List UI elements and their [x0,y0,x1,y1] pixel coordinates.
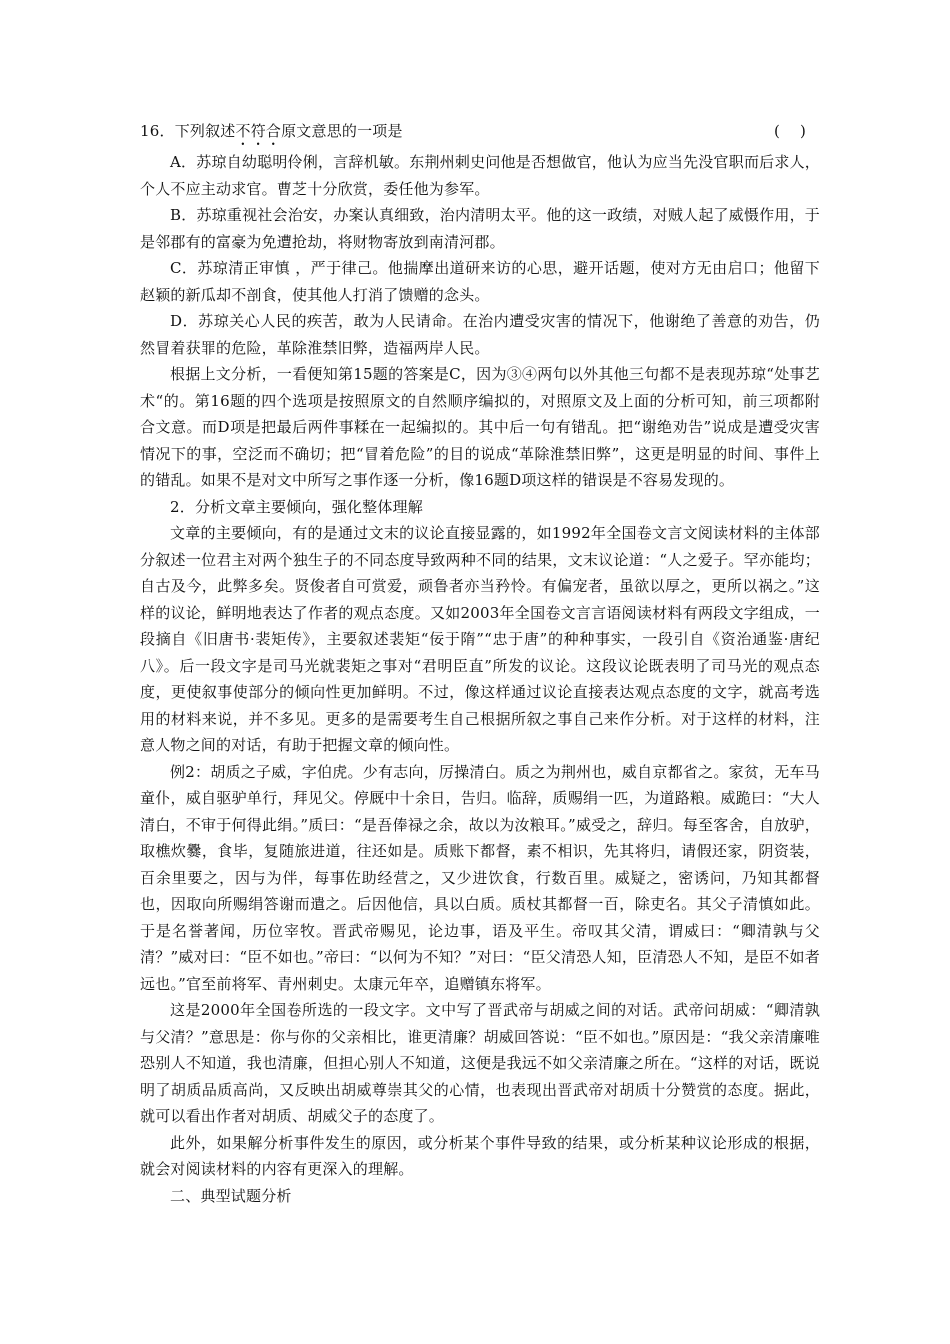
answer-bracket: ( ) [774,122,806,140]
option-b: B．苏琼重视社会治安，办案认真细致，治内清明太平。他的这一政绩，对贼人起了威慑作用，于是邻郡有的富豪为免遭抢劫，将财物寄放到南清河郡。 [140,206,820,251]
option-c: C．苏琼清正审慎 ，严于律己。他揣摩出道研来访的心思，避开话题，使对方无由启口；他留下赵颖的新瓜却不剖食，使其他人打消了馈赠的念头。 [140,259,820,304]
question-suffix: 原文意思的一项是 [281,122,403,140]
tendency-paragraph: 文章的主要倾向，有的是通过文末的议论直接显露的，如1992年全国卷文言文阅读材料的主体部分叙述一位君主对两个独生子的不同态度导致两种不同的结果，文末议论道：“人之爱子。罕亦能均；自古及今，此弊多矣。贤俊者自可赏爱，顽鲁者亦当矜怜。有偏宠者，虽欲以厚之，更所以祸之。”这样的议论，鲜明地表达了作者的观点态度。又如2003年全国卷文言言语阅读材料有两段文字组成，一段摘自《旧唐书·裴矩传》，主要叙述裴矩“佞于隋”“忠于唐”的种种事实，一段引自《资治通鉴·唐纪八》。后一段文字是司马光就裴矩之事对“君明臣直”所发的议论。这段议论既表明了司马光的观点态度，更使叙事使部分的倾向性更加鲜明。不过，像这样通过议论直接表达观点态度的文字，就高考选用的材料来说，并不多见。更多的是需要考生自己根据所叙之事自己来作分析。对于这样的材料，注意人物之间的对话，有助于把握文章的倾向性。 [140,524,820,754]
analysis-paragraph: 根据上文分析，一看便知第15题的答案是C，因为③④两句以外其他三句都不是表现苏琼“处事艺术“的。第16题的四个选项是按照原文的自然顺序编拟的，对照原文及上面的分析可知，前三项都附合文意。而D项是把最后两件事糅在一起编拟的。其中后一句有错乱。把“谢绝劝告”说成是遭受灾害情况下的事，空泛而不确切；把“冒着危险”的目的说成“革除淮禁旧弊”，这更是明显的时间、事件上的错乱。如果不是对文中所写之事作逐一分析，像16题D项这样的错误是不容易发现的。 [140,365,820,489]
question-prefix: 下列叙述 [174,122,236,140]
question-16-title [140,118,820,149]
section-2-heading: 二、典型试题分析 [170,1186,292,1205]
emphasis-text: 不符合 [235,122,282,140]
example-2-passage: 例2：胡质之子威，字伯虎。少有志向，厉操清白。质之为荆州也，威自京都省之。家贫，无车马童仆，威自驱驴单行，拜见父。停厩中十余日，告归。临辞，质赐绢一匹，为道路粮。威跪曰：“大人清白，不审于何得此绢。”质曰：“是吾俸禄之余，故以为汝粮耳。”威受之，辞归。每至客舍，自放驴，取樵炊爨，食毕，复随旅进道，往还如是。质账下都督，素不相识，先其将归，请假还家，阴资装，百余里要之，因与为伴，每事佐助经营之，又少进饮食，行数百里。威疑之，密诱问，乃知其都督也，因取向所赐绢答谢而遣之。后因他信，具以白质。质杖其都督一百，除吏名。其父子清慎如此。于是名誉著闻，历位宰牧。晋武帝赐见，论边事，语及平生。帝叹其父清，谓威曰：“卿清孰与父清？”威对曰：“臣不如也。”帝曰：“以何为不知？”对曰：“臣父清恐人知，臣清恐人不知，是臣不如者远也。”官至前将军、青州刺史。太康元年卒，追赠镇东将军。 [140,762,820,993]
dialogue-analysis-paragraph: 这是2000年全国卷所选的一段文字。文中写了晋武帝与胡威之间的对话。武帝问胡威：“卿清孰与父清？”意思是：你与你的父亲相比，谁更清廉？胡威回答说：“臣不如也。”原因是：“我父亲清廉唯恐别人不知道，我也清廉，但担心别人不知道，这便是我远不如父亲清廉之所在。“这样的对话，既说明了胡质品质高尚，又反映出胡威尊崇其父的心情，也表现出晋武帝对胡质十分赞赏的态度。据此，就可以看出作者对胡质、胡威父子的态度了。 [140,1001,820,1125]
option-d: D．苏琼关心人民的疾苦，敢为人民请命。在治内遭受灾害的情况下，他谢绝了善意的劝告，仍然冒着获罪的危险，革除淮禁旧弊，造福两岸人民。 [140,312,820,357]
document-content [140,118,820,1209]
question-number: 16． [140,122,175,140]
question-stem [140,118,403,149]
option-a: A．苏琼自幼聪明伶俐，言辞机敏。东荆州刺史问他是否想做官，他认为应当先没官职而后求人，个人不应主动求官。曹芝十分欣赏，委任他为参军。 [140,153,820,198]
section-heading: 2．分析文章主要倾向，强化整体理解 [170,497,423,516]
further-analysis-paragraph: 此外，如果解分析事件发生的原因，或分析某个事件导致的结果，或分析某种议论形成的根据，就会对阅读材料的内容有更深入的理解。 [140,1133,820,1178]
